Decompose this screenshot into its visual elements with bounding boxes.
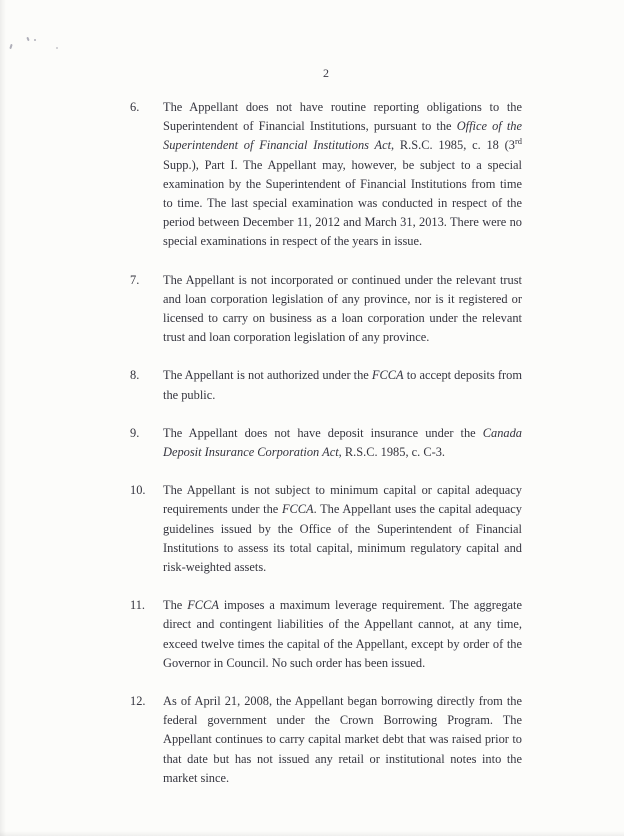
paragraph-text bbox=[163, 271, 522, 348]
pen-mark bbox=[34, 39, 36, 41]
paragraph-text bbox=[163, 596, 522, 673]
paragraph-text bbox=[163, 424, 522, 462]
text-segment: The Appellant is not subject to minimum capital or capital adequacy requirements under the bbox=[163, 483, 522, 517]
text-segment: The Appellant does not have routine reporting obligations to the Superintendent of Financial Institutions, pursuant to the bbox=[163, 100, 522, 134]
text-segment: to accept deposits from the public. bbox=[163, 368, 522, 402]
paragraph-text bbox=[163, 692, 522, 788]
text-segment: As of April 21, 2008, the Appellant began borrowing directly from the federal government under the Crown Borrowing Program. The Appellant continues to carry capital market debt that was raised prior to that date but has not issued any retail or institutional notes into the market since. bbox=[163, 694, 522, 785]
paragraph-number: 7. bbox=[130, 272, 140, 287]
text-segment: The Appellant is not incorporated or continued under the relevant trust and loan corporation legislation of any province, nor is it registered or licensed to carry on business as a loan corporation under the relevant trust and loan corporation legislation of any province. bbox=[163, 272, 522, 345]
cited-title: Canada Deposit Insurance Corporation Act bbox=[163, 425, 522, 460]
paragraph bbox=[130, 692, 522, 788]
paragraph-text bbox=[163, 481, 522, 577]
paragraph bbox=[130, 596, 522, 673]
text-segment: imposes a maximum leverage requirement. The aggregate direct and contingent liabilities of the Appellant cannot, at any time, exceed twelve times the capital of the Appellant, except by order of the Governor in Council. No such order has been issued. bbox=[163, 598, 522, 670]
paragraph bbox=[130, 424, 522, 462]
text-segment: . The Appellant uses the capital adequacy guidelines issued by the Office of the Superintendent of Financial Institutions to assess its total capital, minimum regulatory capital and risk-weighted assets. bbox=[163, 502, 522, 575]
paragraph-number: 6. bbox=[130, 100, 140, 114]
cited-title: FCCA bbox=[281, 502, 314, 517]
text-segment: The Appellant is not authorized under the bbox=[163, 368, 372, 383]
pen-mark bbox=[9, 44, 12, 49]
cited-title: FCCA bbox=[187, 598, 219, 613]
pen-mark bbox=[26, 37, 29, 41]
text-segment: , R.S.C. 1985, c. C-3. bbox=[338, 445, 446, 460]
paragraph-list bbox=[130, 98, 522, 807]
pen-mark bbox=[56, 47, 58, 49]
paragraph-number: 12. bbox=[130, 694, 146, 709]
cited-title: Office of the Superintendent of Financial Institutions Act bbox=[163, 119, 523, 153]
paragraph-text bbox=[163, 98, 522, 252]
page-number: 2 bbox=[323, 66, 329, 80]
paragraph-number: 11. bbox=[130, 598, 146, 613]
paragraph bbox=[130, 271, 522, 348]
cited-title: FCCA bbox=[371, 368, 404, 383]
ordinal-superscript: rd bbox=[514, 136, 522, 147]
paragraph-number: 8. bbox=[130, 368, 140, 383]
text-segment: The Appellant does not have deposit insurance under the bbox=[163, 425, 483, 440]
text-segment: The bbox=[163, 598, 188, 613]
paragraph-number: 10. bbox=[130, 483, 146, 498]
paragraph-number: 9. bbox=[130, 425, 140, 440]
paragraph bbox=[130, 98, 522, 252]
paragraph bbox=[130, 366, 522, 404]
text-segment: Supp.), Part I. The Appellant may, however, be subject to a special examination by the Superintendent of Financial Institutions from time to time. The last special examination was conducted in respect of the period between December 11, 2012 and March 31, 2013. There were no special examinations in respect of the years in issue. bbox=[163, 157, 522, 249]
paragraph bbox=[130, 481, 522, 577]
text-segment: , R.S.C. 1985, c. 18 (3 bbox=[391, 138, 515, 153]
paragraph-text bbox=[163, 366, 522, 404]
